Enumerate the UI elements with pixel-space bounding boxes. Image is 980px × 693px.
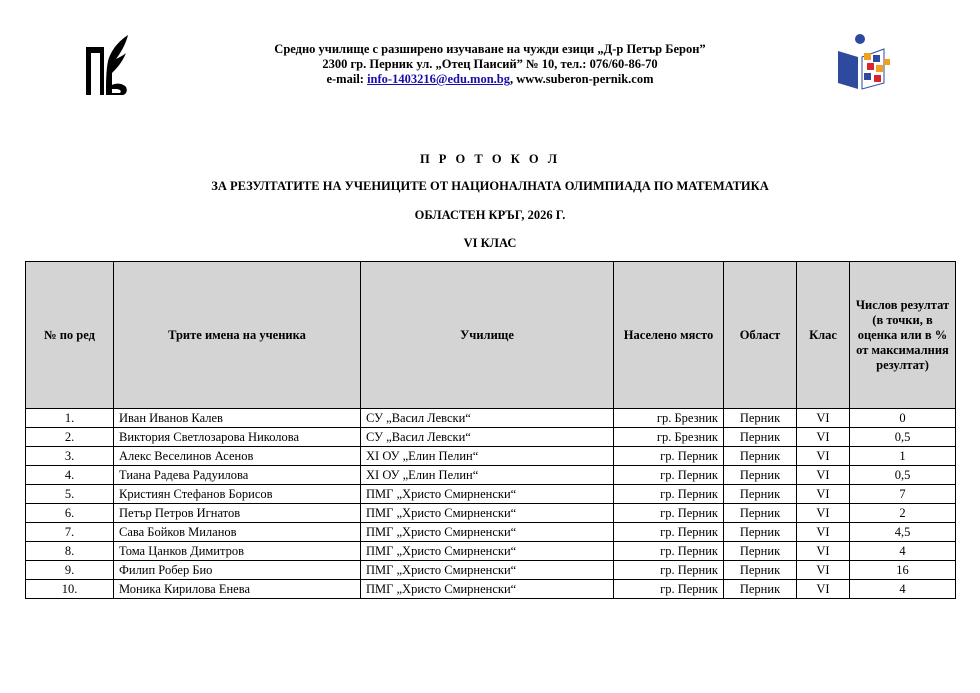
cell-place: гр. Перник xyxy=(614,542,724,561)
table-row xyxy=(26,409,956,428)
cell-class: VI xyxy=(797,428,850,447)
cell-class: VI xyxy=(797,485,850,504)
cell-name: Филип Робер Био xyxy=(114,561,361,580)
grade-title: VI КЛАС xyxy=(463,236,517,250)
email-link[interactable]: info-1403216@edu.mon.bg xyxy=(367,72,510,86)
cell-score: 1 xyxy=(850,447,956,466)
cell-region: Перник xyxy=(724,409,797,428)
table-body xyxy=(26,409,956,599)
cell-score: 4 xyxy=(850,580,956,599)
cell-name: Тома Цанков Димитров xyxy=(114,542,361,561)
cell-school: XI ОУ „Елин Пелин“ xyxy=(361,466,614,485)
table-row xyxy=(26,504,956,523)
cell-region: Перник xyxy=(724,523,797,542)
cell-name: Петър Петров Игнатов xyxy=(114,504,361,523)
cell-region: Перник xyxy=(724,447,797,466)
cell-region: Перник xyxy=(724,580,797,599)
cell-region: Перник xyxy=(724,428,797,447)
cell-class: VI xyxy=(797,447,850,466)
cell-score: 16 xyxy=(850,561,956,580)
header-place: Населено място xyxy=(614,262,724,409)
cell-num: 8. xyxy=(26,542,114,561)
cell-num: 7. xyxy=(26,523,114,542)
table-row xyxy=(26,466,956,485)
cell-class: VI xyxy=(797,580,850,599)
header-region: Област xyxy=(724,262,797,409)
book-figure-logo xyxy=(836,33,892,91)
cell-school: СУ „Васил Левски“ xyxy=(361,409,614,428)
table-row xyxy=(26,580,956,599)
cell-num: 3. xyxy=(26,447,114,466)
table-row xyxy=(26,523,956,542)
cell-score: 0 xyxy=(850,409,956,428)
cell-num: 4. xyxy=(26,466,114,485)
table-row xyxy=(26,561,956,580)
cell-school: XI ОУ „Елин Пелин“ xyxy=(361,447,614,466)
cell-school: ПМГ „Христо Смирненски“ xyxy=(361,542,614,561)
cell-place: гр. Перник xyxy=(614,447,724,466)
header-name: Трите имена на ученика xyxy=(114,262,361,409)
cell-place: гр. Перник xyxy=(614,504,724,523)
cell-name: Иван Иванов Калев xyxy=(114,409,361,428)
cell-name: Сава Бойков Миланов xyxy=(114,523,361,542)
table-row xyxy=(26,485,956,504)
table-row xyxy=(26,428,956,447)
school-name: Средно училище с разширено изучаване на чужди езици „Д-р Петър Берон” xyxy=(274,42,706,56)
cell-region: Перник xyxy=(724,561,797,580)
email-label: e-mail: xyxy=(326,72,368,86)
school-quill-logo xyxy=(82,33,132,99)
cell-name: Тиана Радева Радуилова xyxy=(114,466,361,485)
cell-score: 4 xyxy=(850,542,956,561)
table-row xyxy=(26,447,956,466)
cell-class: VI xyxy=(797,523,850,542)
cell-place: гр. Перник xyxy=(614,485,724,504)
website-text: , www.suberon-pernik.com xyxy=(509,72,654,86)
school-address: 2300 гр. Перник ул. „Отец Паисий” № 10, тел.: 076/60-86-70 xyxy=(322,57,658,71)
results-table xyxy=(25,261,956,599)
cell-class: VI xyxy=(797,504,850,523)
cell-school: ПМГ „Христо Смирненски“ xyxy=(361,504,614,523)
cell-class: VI xyxy=(797,466,850,485)
cell-school: ПМГ „Христо Смирненски“ xyxy=(361,580,614,599)
cell-region: Перник xyxy=(724,485,797,504)
cell-num: 9. xyxy=(26,561,114,580)
cell-num: 2. xyxy=(26,428,114,447)
cell-score: 2 xyxy=(850,504,956,523)
cell-region: Перник xyxy=(724,542,797,561)
cell-place: гр. Перник xyxy=(614,523,724,542)
cell-region: Перник xyxy=(724,504,797,523)
cell-region: Перник xyxy=(724,466,797,485)
cell-place: гр. Брезник xyxy=(614,428,724,447)
header-school: Училище xyxy=(361,262,614,409)
protocol-title: П Р О Т О К О Л xyxy=(419,152,561,166)
cell-school: ПМГ „Христо Смирненски“ xyxy=(361,485,614,504)
cell-place: гр. Перник xyxy=(614,580,724,599)
letterhead xyxy=(200,42,780,87)
cell-class: VI xyxy=(797,409,850,428)
table-header-row xyxy=(26,262,956,409)
cell-num: 10. xyxy=(26,580,114,599)
cell-place: гр. Перник xyxy=(614,466,724,485)
round-title: ОБЛАСТЕН КРЪГ, 2026 Г. xyxy=(414,208,566,222)
cell-num: 1. xyxy=(26,409,114,428)
cell-score: 7 xyxy=(850,485,956,504)
cell-num: 6. xyxy=(26,504,114,523)
cell-class: VI xyxy=(797,542,850,561)
cell-name: Виктория Светлозарова Николова xyxy=(114,428,361,447)
cell-school: ПМГ „Христо Смирненски“ xyxy=(361,523,614,542)
cell-num: 5. xyxy=(26,485,114,504)
header-score: Числов резултат (в точки, в оценка или в % от максималния резултат) xyxy=(850,262,956,409)
cell-place: гр. Брезник xyxy=(614,409,724,428)
cell-name: Алекс Веселинов Асенов xyxy=(114,447,361,466)
table-row xyxy=(26,542,956,561)
olympiad-subject: ЗА РЕЗУЛТАТИТЕ НА УЧЕНИЦИТЕ ОТ НАЦИОНАЛНАТА ОЛИМПИАДА ПО МАТЕМАТИКА xyxy=(211,179,769,193)
school-contacts xyxy=(200,72,780,87)
cell-name: Кристиян Стефанов Борисов xyxy=(114,485,361,504)
header-num: № по ред xyxy=(26,262,114,409)
cell-name: Моника Кирилова Енева xyxy=(114,580,361,599)
cell-school: СУ „Васил Левски“ xyxy=(361,428,614,447)
cell-class: VI xyxy=(797,561,850,580)
cell-place: гр. Перник xyxy=(614,561,724,580)
cell-school: ПМГ „Христо Смирненски“ xyxy=(361,561,614,580)
cell-score: 0,5 xyxy=(850,466,956,485)
cell-score: 0,5 xyxy=(850,428,956,447)
cell-score: 4,5 xyxy=(850,523,956,542)
header-class: Клас xyxy=(797,262,850,409)
